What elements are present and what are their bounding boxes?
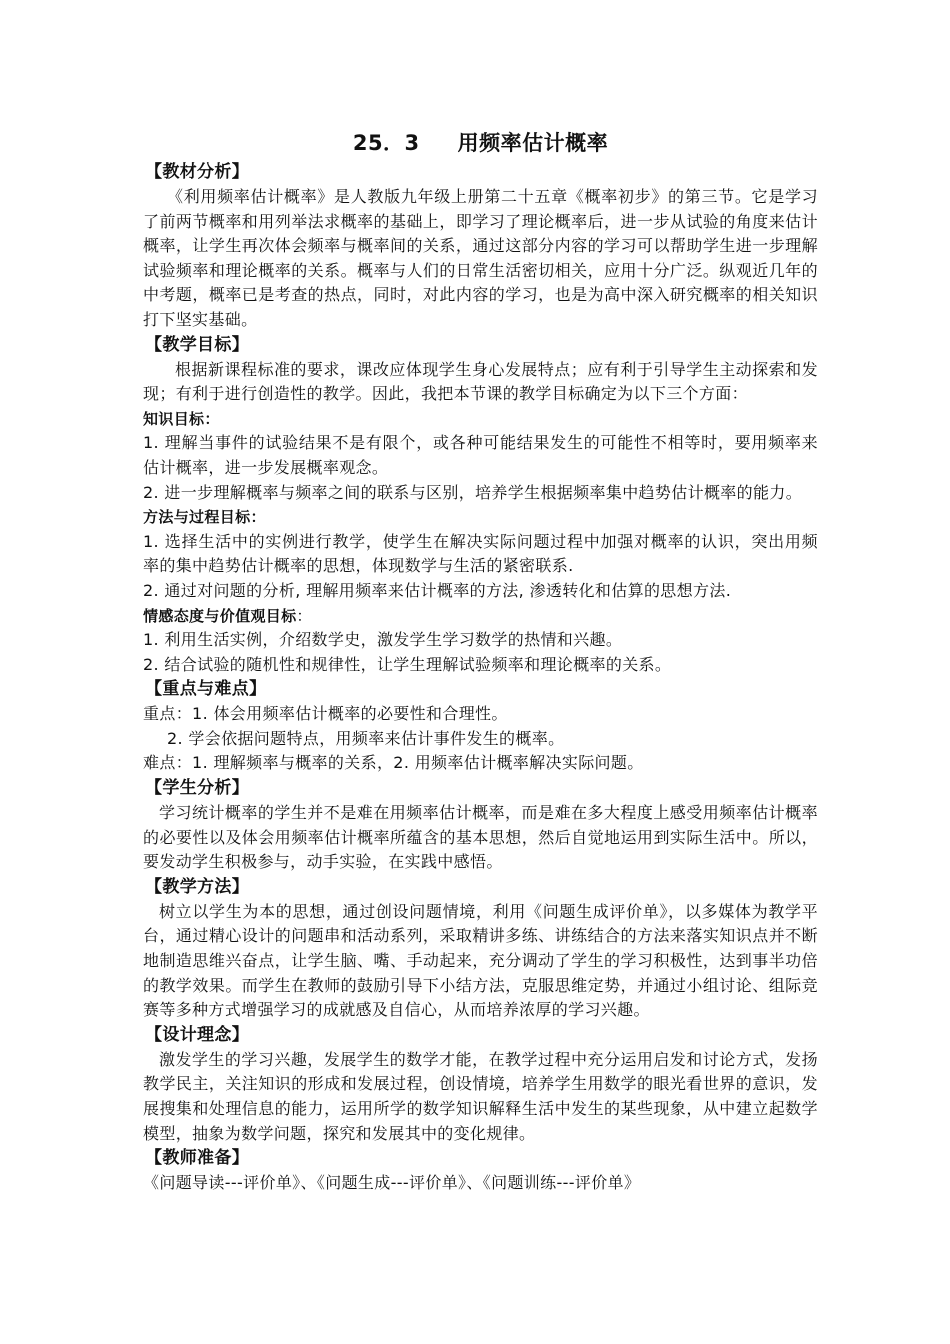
section-heading-methods: 【教学方法】 xyxy=(145,876,250,897)
goals-intro: 根据新课程标准的要求，课改应体现学生身心发展特点；应有利于引导学生主动探索和发现；有利于进行创造性的教学。因此，我把本节课的教学目标确定为以下三个方面： xyxy=(143,359,818,404)
methods-paragraph: 树立以学生为本的思想，通过创设问题情境，利用《问题生成评价单》，以多媒体为教学平台，通过精心设计的问题串和活动系列，采取精讲多练、讲练结合的方法来落实知识点并不断地制造思维兴奋点，让学生脑、嘴、手动起来，充分调动了学生的学习积极性，达到事半功倍的教学效果。而学生在教师的鼓励引导下小结方法，克服思维定势，并通过小组讨论、组际竞赛等多种方式增强学习的成就感及自信心，从而培养浓厚的学习兴趣。 xyxy=(143,901,818,1020)
prep-line: 《问题导读---评价单》、《问题生成---评价单》、《问题训练---评价单》 xyxy=(143,1173,641,1193)
knowledge-goals-label: 知识目标： xyxy=(143,409,220,428)
attitude-goals-label-text: 情感态度与价值观目标 xyxy=(143,606,297,625)
method-goal-item: 1. 选择生活中的实例进行教学，使学生在解决实际问题过程中加强对概率的认识，突出用频率的集中趋势估计概率的思想，体现数学与生活的紧密联系. xyxy=(143,531,818,576)
title-text: 用频率估计概率 xyxy=(457,131,609,155)
focus-line-1: 重点：1. 体会用频率估计概率的必要性和合理性。 xyxy=(143,704,508,724)
title-number: 25．3 xyxy=(352,131,420,155)
section-heading-key-points: 【重点与难点】 xyxy=(145,679,267,700)
section-heading-prep: 【教师准备】 xyxy=(145,1148,250,1169)
attitude-goals-colon: ： xyxy=(296,606,312,625)
attitude-goal-item: 2. 结合试验的随机性和规律性，让学生理解试验频率和理论概率的关系。 xyxy=(143,654,672,674)
section-heading-analysis: 【教材分析】 xyxy=(145,162,250,182)
section-heading-goals: 【教学目标】 xyxy=(145,334,250,355)
difficulty-line: 难点：1. 理解频率与概率的关系，2. 用频率估计概率解决实际问题。 xyxy=(143,753,644,773)
design-paragraph: 激发学生的学习兴趣，发展学生的数学才能，在教学过程中充分运用启发和讨论方式，发扬教学民主，关注知识的形成和发展过程，创设情境，培养学生用数学的眼光看世界的意识，发展搜集和处理信息的能力，运用所学的数学知识解释生活中发生的某些现象，从中建立起数学模型，抽象为数学问题，探究和发展其中的变化规律。 xyxy=(143,1049,818,1143)
method-goals-label: 方法与过程目标： xyxy=(143,508,266,527)
document-body xyxy=(143,128,818,1196)
section-heading-students: 【学生分析】 xyxy=(145,778,250,799)
analysis-paragraph: 《利用频率估计概率》是人教版九年级上册第二十五章《概率初步》的第三节。它是学习了前两节概率和用列举法求概率的基础上，即学习了理论概率后，进一步从试验的角度来估计概率，让学生再次体会频率与概率间的关系，通过这部分内容的学习可以帮助学生进一步理解试验频率和理论概率的关系。概率与人们的日常生活密切相关，应用十分广泛。纵观近几年的中考题，概率已是考查的热点，同时，对此内容的学习，也是为高中深入研究概率的相关知识打下坚实基础。 xyxy=(143,187,818,329)
attitude-goals-label xyxy=(143,604,818,629)
knowledge-goal-item: 1. 理解当事件的试验结果不是有限个，或各种可能结果发生的可能性不相等时，要用频率来估计概率，进一步发展概率观念。 xyxy=(143,433,818,477)
students-paragraph: 学习统计概率的学生并不是难在用频率估计概率，而是难在多大程度上感受用频率估计概率的必要性以及体会用频率估计概率所蕴含的基本思想，然后自觉地运用到实际生活中。所以，要发动学生积极参与，动手实验，在实践中感悟。 xyxy=(143,803,818,872)
section-heading-design: 【设计理念】 xyxy=(145,1024,250,1045)
page-title xyxy=(143,128,818,158)
attitude-goal-item: 1. 利用生活实例，介绍数学史，激发学生学习数学的热情和兴趣。 xyxy=(143,630,623,650)
method-goal-item: 2. 通过对问题的分析, 理解用频率来估计概率的方法, 渗透转化和估算的思想方法. xyxy=(143,580,732,600)
focus-line-2: 2. 学会依据问题特点，用频率来估计事件发生的概率。 xyxy=(167,728,565,748)
knowledge-goal-item: 2. 进一步理解概率与频率之间的联系与区别，培养学生根据频率集中趋势估计概率的能力。 xyxy=(143,482,803,502)
